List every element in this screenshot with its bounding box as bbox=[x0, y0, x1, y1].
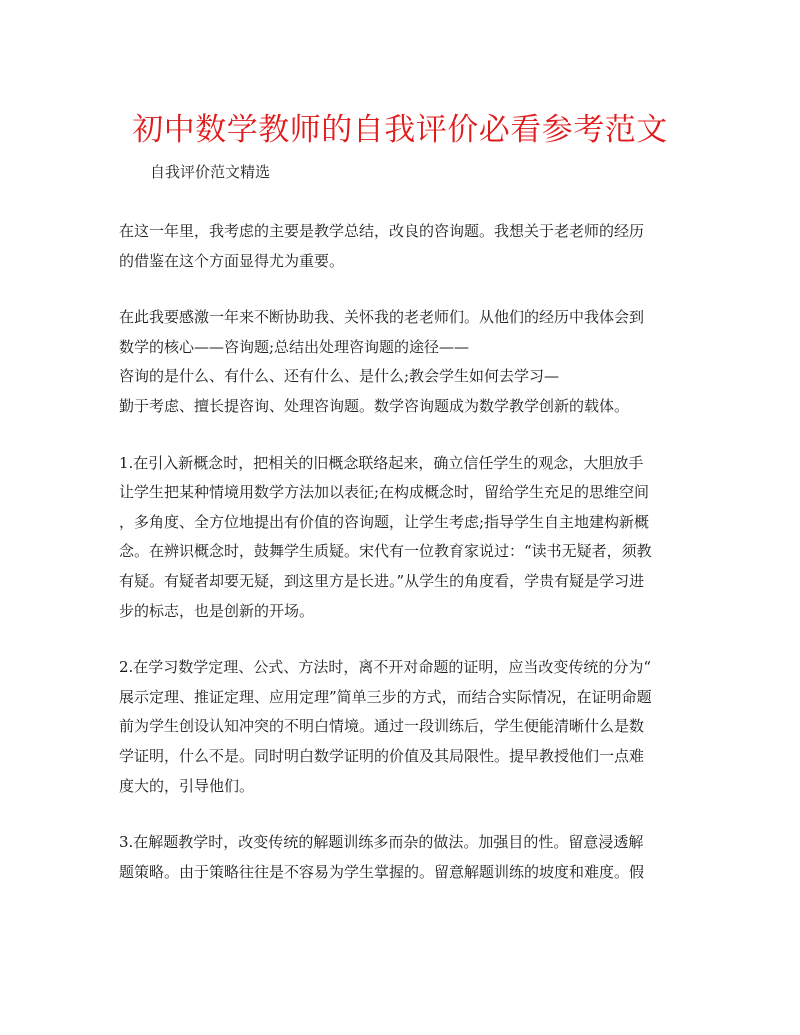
paragraph-line: 2.在学习数学定理、公式、方法时，离不开对命题的证明，应当改变传统的分为“ bbox=[119, 658, 651, 677]
document-subtitle: 自我评价范文精选 bbox=[150, 163, 271, 181]
paragraph-line: 展示定理、推证定理、应用定理”简单三步的方式，而结合实际情况，在证明命题 bbox=[119, 687, 652, 706]
paragraph-line: 学证明，什么不是。同时明白数学证明的价值及其局限性。提早教授他们一点难 bbox=[119, 746, 645, 765]
paragraph-line: 有疑。有疑者却要无疑，到这里方是长进。”从学生的角度看，学贵有疑是学习进 bbox=[119, 571, 645, 590]
paragraph-line: 让学生把某种情境用数学方法加以表征;在构成概念时，留给学生充足的思维空间 bbox=[119, 483, 650, 502]
paragraph-line: 在这一年里，我考虑的主要是教学总结，改良的咨询题。我想关于老老师的经历 bbox=[119, 222, 645, 240]
paragraph-line: 1.在引入新概念时，把相关的旧概念联络起来，确立信任学生的观念，大胆放手 bbox=[119, 453, 644, 472]
paragraph-line: 数学的核心——咨询题;总结出处理咨询题的途径—— bbox=[119, 337, 470, 356]
paragraph-line: 咨询的是什么、有什么、还有什么、是什么;教会学生如何去学习— bbox=[119, 367, 560, 386]
paragraph-line: 的借鉴在这个方面显得尤为重要。 bbox=[119, 251, 345, 270]
paragraph bbox=[119, 828, 684, 887]
paragraph-line: 勤于考虑、擅长提咨询、处理咨询题。数学咨询题成为数学教学创新的载体。 bbox=[119, 396, 630, 415]
paragraph-line: 前为学生创设认知冲突的不明白情境。通过一段训练后，学生便能清晰什么是数 bbox=[119, 717, 645, 736]
paragraph bbox=[119, 303, 684, 421]
paragraph-line: 步的标志，也是创新的开场。 bbox=[119, 601, 315, 620]
paragraph-line: 3.在解题教学时，改变传统的解题训练多而杂的做法。加强目的性。留意浸透解 bbox=[119, 833, 644, 852]
paragraph-line: 度大的，引导他们。 bbox=[119, 776, 255, 795]
document-body bbox=[119, 217, 684, 914]
document-title: 初中数学教师的自我评价必看参考范文 bbox=[132, 112, 668, 148]
paragraph bbox=[119, 449, 684, 627]
paragraph-line: 念。在辨识概念时，鼓舞学生质疑。宋代有一位教育家说过：“读书无疑者，须教 bbox=[119, 542, 652, 561]
paragraph bbox=[119, 653, 684, 801]
paragraph-line: 题策略。由于策略往往是不容易为学生掌握的。留意解题训练的坡度和难度。假 bbox=[119, 862, 645, 881]
paragraph-line: 在此我要感激一年来不断协助我、关怀我的老老师们。从他们的经历中我体会到 bbox=[119, 308, 645, 327]
paragraph bbox=[119, 217, 684, 276]
paragraph-line: ，多角度、全方位地提出有价值的咨询题，让学生考虑;指导学生自主地建构新概 bbox=[119, 512, 650, 531]
